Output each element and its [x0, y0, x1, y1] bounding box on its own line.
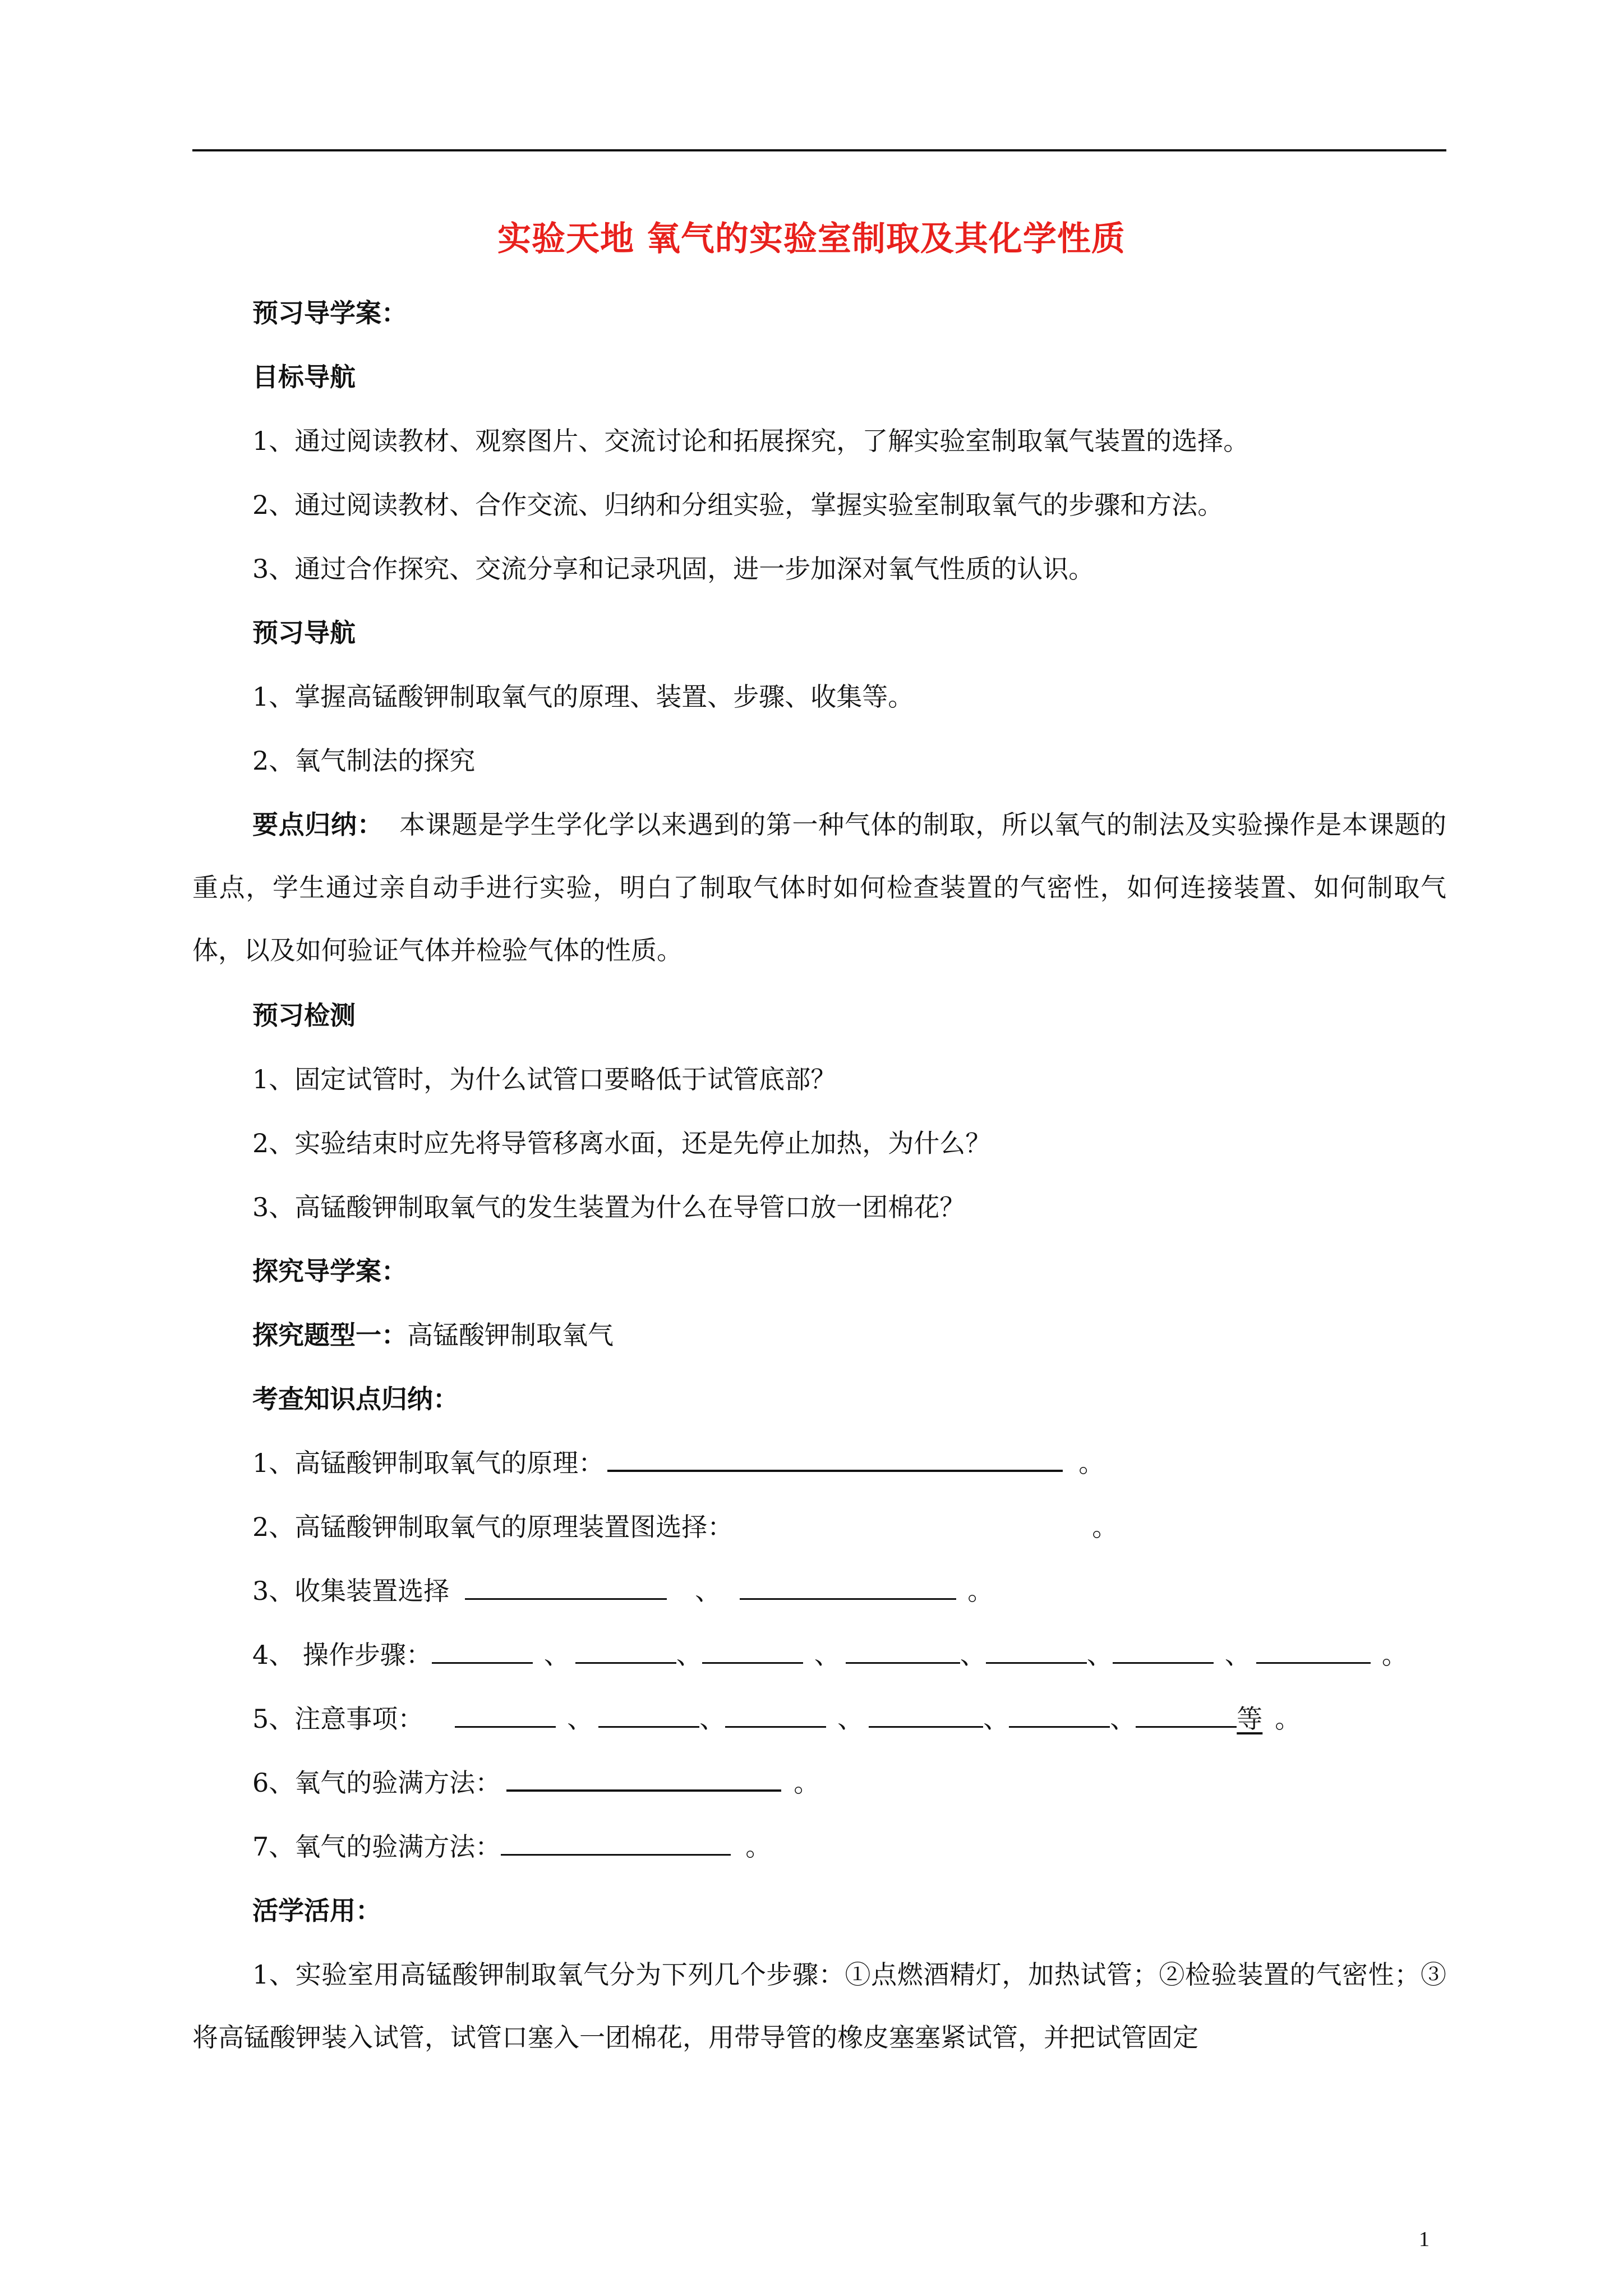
heading-preview: 预习导航: [252, 618, 356, 648]
answer-blank[interactable]: [607, 1447, 1063, 1472]
period: 。: [967, 1576, 994, 1606]
separator: 、: [695, 1576, 721, 1606]
answer-blank[interactable]: [506, 1767, 781, 1792]
separator: 、: [983, 1704, 1009, 1734]
heading-goals: 目标导航: [252, 362, 356, 392]
answer-blank[interactable]: [702, 1640, 803, 1664]
point-text: 3、收集装置选择: [252, 1576, 450, 1606]
period: 。: [1092, 1512, 1118, 1542]
preview-item: 2、氧气制法的探究: [252, 746, 476, 776]
point-2: [252, 1511, 1118, 1543]
answer-blank[interactable]: [432, 1640, 533, 1664]
period: 。: [745, 1832, 772, 1862]
check-item: 1、固定试管时，为什么试管口要略低于试管底部？: [252, 1064, 837, 1094]
answer-blank[interactable]: [1136, 1704, 1237, 1728]
goal-item: 2、通过阅读教材、合作交流、归纳和分组实验，掌握实验室制取氧气的步骤和方法。: [252, 490, 1224, 520]
answer-blank[interactable]: [986, 1640, 1087, 1664]
period: 。: [794, 1768, 820, 1798]
summary-text: 本课题是学生学化学以来遇到的第一种气体的制取，所以氧气的制法及实验操作是本课题的重点，学生通过亲自动手进行实验，明白了制取气体时如何检查装置的气密性，如何连接装置、如何制取气体，以及如何验证气体并检验气体的性质。: [192, 809, 1447, 965]
answer-blank[interactable]: [740, 1576, 956, 1600]
summary-label: 要点归纳：: [252, 809, 384, 840]
period: 。: [1078, 1448, 1105, 1478]
point-text: 4、 操作步骤：: [252, 1640, 432, 1670]
separator: 、: [676, 1640, 702, 1670]
heading-apply: 活学活用：: [252, 1895, 381, 1926]
type-text: 高锰酸钾制取氧气: [407, 1320, 614, 1350]
answer-blank[interactable]: [575, 1640, 676, 1664]
document-title: 实验天地 氧气的实验室制取及其化学性质: [497, 219, 1126, 259]
answer-blank[interactable]: [501, 1832, 731, 1856]
answer-blank[interactable]: [846, 1640, 960, 1664]
check-item: 3、高锰酸钾制取氧气的发生装置为什么在导管口放一团棉花？: [252, 1192, 966, 1222]
separator: 、: [699, 1704, 726, 1734]
answer-blank[interactable]: [1009, 1704, 1110, 1728]
summary-paragraph: [192, 793, 1446, 982]
section-explore-guide: 探究导学案：: [252, 1256, 407, 1286]
answer-blank[interactable]: [869, 1704, 983, 1728]
point-text: 5、注意事项：: [252, 1704, 424, 1734]
heading-knowledge-points: 考查知识点归纳：: [252, 1384, 459, 1414]
answer-blank[interactable]: [1113, 1640, 1214, 1664]
header-rule: [192, 149, 1446, 151]
point-6: [252, 1767, 819, 1798]
check-item: 2、实验结束时应先将导管移离水面，还是先停止加热，为什么？: [252, 1128, 992, 1158]
separator: 、: [1110, 1704, 1136, 1734]
heading-check: 预习检测: [252, 1000, 356, 1030]
answer-blank[interactable]: [465, 1576, 667, 1600]
separator: 、: [814, 1640, 840, 1670]
point-7: [252, 1831, 771, 1862]
period: 。: [1381, 1640, 1408, 1670]
section-preview-guide: 预习导学案：: [252, 298, 407, 328]
explore-type-1: [252, 1319, 614, 1351]
point-text: 2、高锰酸钾制取氧气的原理装置图选择：: [252, 1512, 734, 1542]
separator: 、: [543, 1640, 570, 1670]
answer-blank[interactable]: [725, 1704, 826, 1728]
separator: 、: [567, 1704, 593, 1734]
goal-item: 3、通过合作探究、交流分享和记录巩固，进一步加深对氧气性质的认识。: [252, 554, 1095, 584]
point-text: 1、高锰酸钾制取氧气的原理：: [252, 1448, 605, 1478]
apply-paragraph: 1、实验室用高锰酸钾制取氧气分为下列几个步骤：①点燃酒精灯，加热试管；②检验装置的气密性；③将高锰酸钾装入试管，试管口塞入一团棉花，用带导管的橡皮塞塞紧试管，并把试管固定: [192, 1959, 1446, 2053]
page-number: 1: [1419, 2228, 1430, 2251]
answer-blank[interactable]: [598, 1704, 699, 1728]
answer-blank[interactable]: [1256, 1640, 1371, 1664]
point-5: [252, 1703, 1301, 1734]
separator: 、: [1086, 1640, 1113, 1670]
separator: 、: [1224, 1640, 1251, 1670]
separator: 、: [960, 1640, 986, 1670]
preview-item: 1、掌握高锰酸钾制取氧气的原理、装置、步骤、收集等。: [252, 682, 914, 712]
separator: 、: [837, 1704, 864, 1734]
answer-blank[interactable]: [455, 1704, 556, 1728]
point-text: 7、氧气的验满方法：: [252, 1832, 501, 1862]
period: 。: [1275, 1704, 1301, 1734]
point-text: 6、氧气的验满方法：: [252, 1768, 501, 1798]
point-4: [252, 1639, 1408, 1671]
point-3: [252, 1575, 993, 1607]
deng-text: 等: [1237, 1704, 1263, 1734]
type-label: 探究题型一：: [252, 1320, 407, 1350]
goal-item: 1、通过阅读教材、观察图片、交流讨论和拓展探究，了解实验室制取氧气装置的选择。: [252, 426, 1249, 456]
point-1: [252, 1447, 1104, 1479]
